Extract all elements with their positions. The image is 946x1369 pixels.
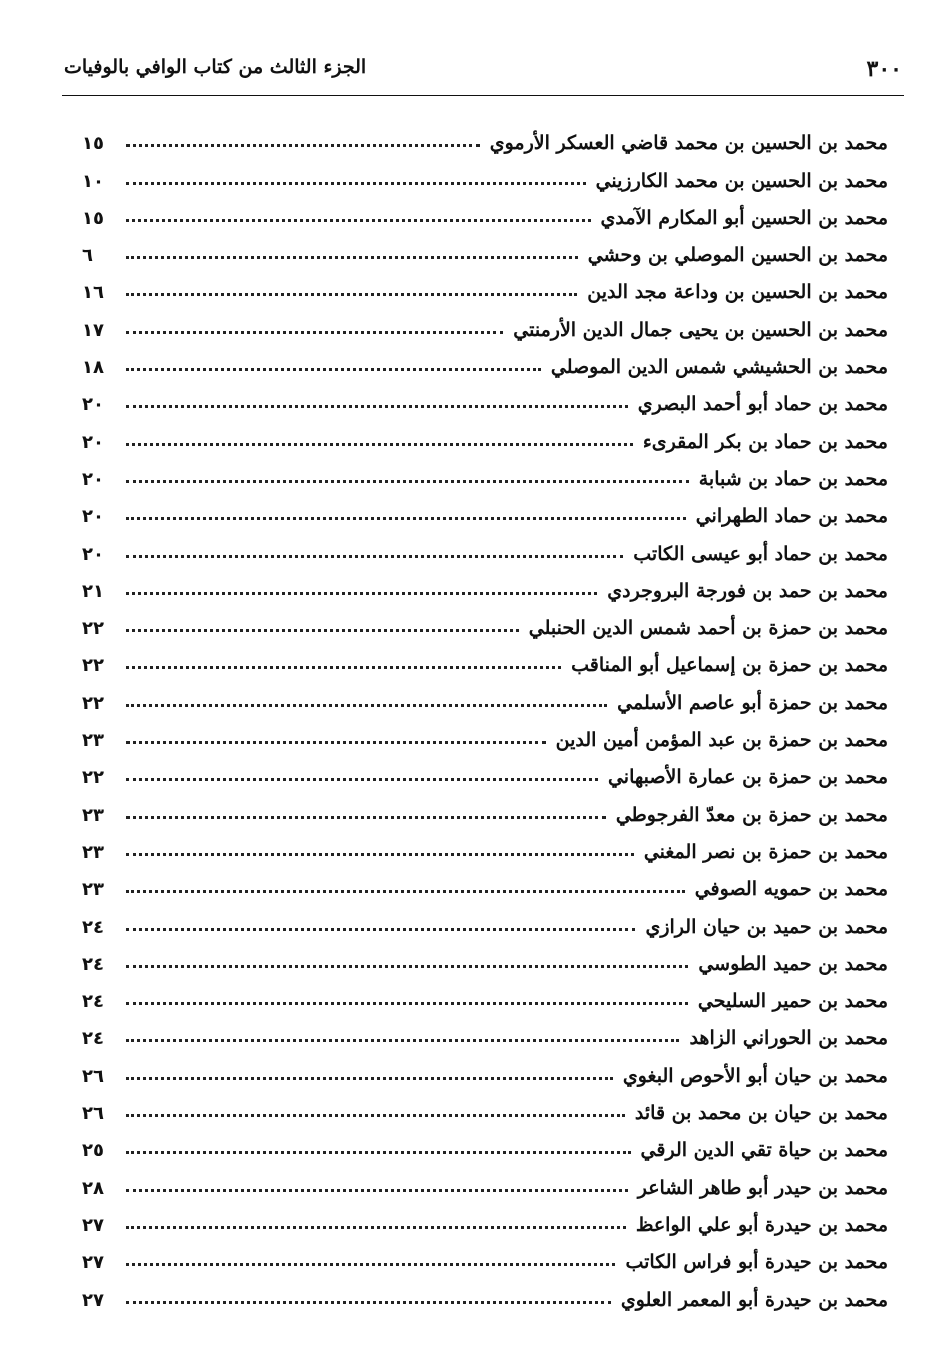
dot-leader (126, 1301, 611, 1304)
dot-leader (126, 592, 597, 595)
entry-name: محمد بن حمزة بن معدّ الفرجوطي (615, 803, 888, 826)
dot-leader (126, 629, 519, 632)
entry-name: محمد بن الحسين بن محمد الكارزيني (595, 169, 888, 192)
entry-name: محمد بن حياة تقي الدين الرقي (640, 1139, 888, 1162)
index-entry (82, 192, 888, 229)
index-list (82, 117, 888, 1311)
entry-name: محمد بن حيان بن محمد بن قائد (634, 1102, 888, 1125)
entry-page-number: ٢٤ (82, 991, 104, 1013)
index-entry (82, 1087, 888, 1124)
index-entry (82, 602, 888, 639)
entry-page-number: ٢٣ (82, 730, 104, 752)
index-entry (82, 639, 888, 676)
dot-leader (126, 555, 623, 558)
index-entry (82, 453, 888, 490)
entry-page-number: ١٥ (82, 133, 104, 155)
index-entry (82, 788, 888, 825)
entry-name: محمد بن حميد الطوسي (698, 952, 888, 975)
page-number: ٣٠٠ (866, 56, 902, 82)
dot-leader (126, 1189, 628, 1192)
index-entry (82, 303, 888, 340)
entry-page-number: ٢٣ (82, 879, 104, 901)
index-entry (82, 1049, 888, 1086)
entry-name: محمد بن حماد أبو عيسى الكاتب (633, 542, 888, 565)
dot-leader (126, 144, 480, 147)
index-entry (82, 1012, 888, 1049)
entry-name: محمد بن حيدرة أبو علي الواعظ (635, 1213, 888, 1236)
book-title: الجزء الثالث من كتاب الوافي بالوفيات (64, 56, 367, 78)
index-entry (82, 1236, 888, 1273)
entry-page-number: ١٥ (82, 207, 104, 229)
entry-name: محمد بن حيدرة أبو المعمر العلوي (620, 1288, 888, 1311)
index-entry (82, 826, 888, 863)
entry-name: محمد بن حماد بن بكر المقرىء (642, 430, 888, 453)
dot-leader (126, 704, 607, 707)
entry-page-number: ٢٥ (82, 1140, 104, 1162)
entry-page-number: ٢٧ (82, 1214, 104, 1236)
entry-page-number: ٢٦ (82, 1065, 104, 1087)
entry-name: محمد بن حماد الطهراني (695, 505, 888, 528)
entry-page-number: ٢٢ (82, 618, 104, 640)
index-entry (82, 1161, 888, 1198)
entry-page-number: ٢٢ (82, 655, 104, 677)
entry-page-number: ٢٤ (82, 953, 104, 975)
entry-page-number: ١٨ (82, 357, 104, 379)
entry-name: محمد بن الحسين بن يحيى جمال الدين الأرمنتي (513, 318, 888, 341)
dot-leader (126, 778, 598, 781)
index-entry (82, 975, 888, 1012)
dot-leader (126, 890, 685, 893)
entry-name: محمد بن حماد بن شبابة (698, 467, 888, 490)
index-entry (82, 863, 888, 900)
entry-page-number: ٢٢ (82, 692, 104, 714)
dot-leader (126, 1151, 631, 1154)
dot-leader (126, 219, 591, 222)
entry-name: محمد بن الحشيشي شمس الدين الموصلي (550, 356, 888, 379)
header-rule (62, 95, 904, 96)
entry-name: محمد بن حمير السليحي (697, 990, 888, 1013)
entry-name: محمد بن الحسين أبو المكارم الآمدي (600, 206, 888, 229)
dot-leader (126, 965, 688, 968)
entry-page-number: ١٦ (82, 282, 104, 304)
entry-page-number: ٢٠ (82, 431, 104, 453)
entry-page-number: ٢١ (82, 580, 104, 602)
dot-leader (126, 1002, 688, 1005)
index-entry (82, 1199, 888, 1236)
entry-name: محمد بن حيدرة أبو فراس الكاتب (625, 1251, 888, 1274)
index-entry (82, 938, 888, 975)
entry-page-number: ٢٨ (82, 1177, 104, 1199)
dot-leader (126, 443, 633, 446)
entry-page-number: ٢٣ (82, 841, 104, 863)
entry-name: محمد بن حميد بن حيان الرازي (645, 915, 888, 938)
entry-name: محمد بن حمزة بن عبد المؤمن أمين الدين (555, 729, 888, 752)
entry-name: محمد بن الحسين بن محمد قاضي العسكر الأرموي (489, 132, 888, 155)
entry-page-number: ٢٦ (82, 1103, 104, 1125)
entry-page-number: ١٠ (82, 170, 104, 192)
entry-name: محمد بن حيدر أبو طاهر الشاعر (637, 1176, 888, 1199)
dot-leader (126, 331, 503, 334)
entry-name: محمد بن حمزة بن نصر المغني (643, 840, 888, 863)
entry-page-number: ١٧ (82, 319, 104, 341)
index-entry (82, 751, 888, 788)
index-entry (82, 527, 888, 564)
index-entry (82, 714, 888, 751)
index-entry (82, 229, 888, 266)
entry-name: محمد بن حمد بن فورجة البروجردي (607, 579, 888, 602)
entry-page-number: ٢٣ (82, 804, 104, 826)
dot-leader (126, 1114, 625, 1117)
dot-leader (126, 293, 577, 296)
dot-leader (126, 1039, 679, 1042)
index-entry (82, 1273, 888, 1310)
entry-page-number: ٦ (82, 245, 93, 267)
entry-page-number: ٢٢ (82, 767, 104, 789)
entry-name: محمد بن الحوراني الزاهد (689, 1027, 888, 1050)
index-entry (82, 341, 888, 378)
entry-name: محمد بن الحسين الموصلي بن وحشي (587, 244, 888, 267)
entry-page-number: ٢٠ (82, 394, 104, 416)
entry-name: محمد بن حمويه الصوفي (694, 878, 888, 901)
entry-page-number: ٢٤ (82, 916, 104, 938)
entry-page-number: ٢٤ (82, 1028, 104, 1050)
dot-leader (126, 480, 689, 483)
entry-page-number: ٢٧ (82, 1252, 104, 1274)
index-entry (82, 565, 888, 602)
entry-name: محمد بن الحسين بن وداعة مجد الدين (587, 281, 888, 304)
entry-page-number: ٢٠ (82, 506, 104, 528)
entry-name: محمد بن حماد أبو أحمد البصري (637, 393, 888, 416)
entry-name: محمد بن حمزة بن إسماعيل أبو المناقب (571, 654, 888, 677)
entry-page-number: ٢٧ (82, 1289, 104, 1311)
dot-leader (126, 256, 578, 259)
index-entry (82, 676, 888, 713)
index-entry (82, 266, 888, 303)
dot-leader (126, 816, 606, 819)
dot-leader (126, 368, 541, 371)
index-entry (82, 378, 888, 415)
entry-name: محمد بن حيان أبو الأحوص البغوي (622, 1064, 888, 1087)
dot-leader (126, 1263, 615, 1266)
dot-leader (126, 1077, 613, 1080)
dot-leader (126, 853, 634, 856)
dot-leader (126, 741, 546, 744)
entry-page-number: ٢٠ (82, 543, 104, 565)
index-entry (82, 1124, 888, 1161)
index-entry (82, 117, 888, 154)
dot-leader (126, 182, 586, 185)
entry-name: محمد بن حمزة بن عمارة الأصبهاني (607, 766, 888, 789)
index-entry (82, 415, 888, 452)
entry-name: محمد بن حمزة بن أحمد شمس الدين الحنبلي (528, 617, 888, 640)
dot-leader (126, 517, 686, 520)
page-header (62, 52, 904, 88)
index-entry (82, 900, 888, 937)
index-entry (82, 490, 888, 527)
index-entry (82, 154, 888, 191)
entry-name: محمد بن حمزة أبو عاصم الأسلمي (617, 691, 888, 714)
entry-page-number: ٢٠ (82, 468, 104, 490)
dot-leader (126, 928, 635, 931)
dot-leader (126, 405, 628, 408)
dot-leader (126, 1226, 626, 1229)
dot-leader (126, 666, 561, 669)
